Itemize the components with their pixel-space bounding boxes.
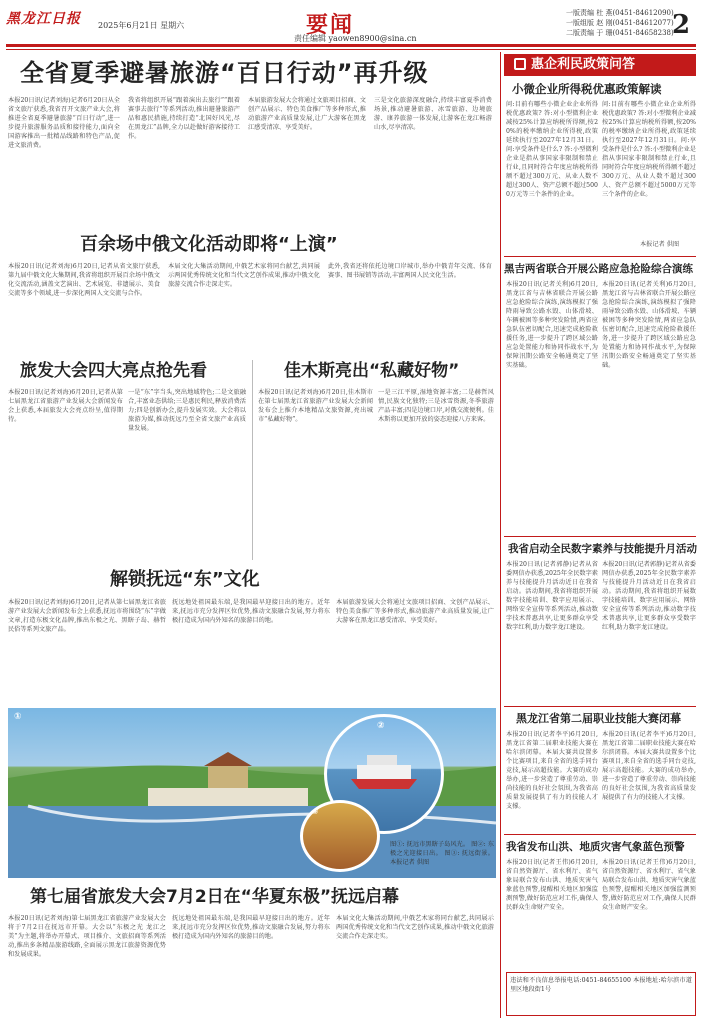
document-icon (514, 58, 526, 70)
editor-credits (566, 8, 686, 38)
sub-headline-3: 佳木斯亮出“私藏好物” (284, 361, 460, 381)
main-article-col4: 三是文化旅游深度融合,持续丰富夏季消费场景,推动避暑旅游、冰雪旅游、边境旅游、康养旅游一体发展,让游客在龙江畅游山水,尽享清凉。 (374, 97, 492, 131)
section-title: 要闻 (306, 12, 355, 38)
editor-credit-line: 一版组版 赵 刚(0451-84612077) (566, 19, 674, 27)
footer-notice: 违法和不良信息举报电话:0451-84655100 本报地址:哈尔滨市道里区地段街1号 (506, 972, 696, 1016)
sub2-col1: 本报20日讯(记者刘海)6月20日,记者从第七届黑龙江省旅游产业发展大会新闻发布会上获悉,本届旅发大会亮点纷呈,值得期待。 (8, 389, 123, 423)
photo-caption: 图①: 抚远市黑瞎子岛风光。 图②: 东极之光迎接日出。 图③: 抚远街景。本报记者 供图 (390, 841, 494, 866)
sub4-col1: 本报20日讯(记者刘海)6月20日,记者从第七届黑龙江省旅游产业发展大会新闻发布会上获悉,抚远市将围绕“东”字做文章,打造东极文化品牌,推出东极之光、黑瞎子岛、赫哲民俗等系列文旅产品。 (8, 599, 166, 633)
right-article-2-col1: 本报20日讯(记者关利)6月20日,黑龙江省与吉林省联合开展公路应急抢险综合演练,演练模拟了强降雨导致公路水毁、山体滑坡、车辆被困等多种突发险情,两省应急队伍密切配合,迅速完成抢险救援任务,进一步提升了跨区域公路应急处置能力和协同作战水平,为保障汛期公路安全畅通奠定了坚实基础。 (506, 281, 598, 369)
right-article-1-col2: 问:目前有哪些小微企业企业所得税优惠政策? 答:对小型微利企业减按25%计算应纳税所得额,按20%的税率缴纳企业所得税,政策延续执行至2027年12月31日。问:享受条件是什么? 答:小型微利企业是指从事国家非限制和禁止行业,且同时符合年度应纳税所得额不超过300万元、从业人数不超过300人、资产总额不超过5000万元等三个条件的企业。 (602, 101, 696, 198)
right-headline-3: 我省启动全民数字素养与技能提升月活动 (508, 543, 697, 555)
right-article-4-col2: 本报20日讯(记者李平)6月20日,黑龙江省第二届职业技能大赛在哈尔滨闭幕。本届大赛共设置多个比赛项目,来自全省的选手同台竞技,展示高超技能。大赛的成功举办,进一步营造了尊重劳动、崇尚技能的良好社会氛围,为我省高质量发展提供了有力的技能人才支撑。 (602, 731, 696, 801)
inset-photo-circle-small (300, 800, 380, 872)
section-rule (504, 834, 696, 835)
section-rule (504, 536, 696, 537)
sub-headline-4: 解锁抚远“东”文化 (110, 569, 260, 590)
section-rule (504, 706, 696, 707)
right-article-3-col2: 本报20日讯(记者郭静)记者从省委网信办获悉,2025年全民数字素养与技能提升月活动近日在我省启动。活动期间,我省将组织开展数字技能培训、数字应用展示、网络安全宣传等系列活动,推动数字技术普惠共享,让更多群众享受数字红利,助力数字龙江建设。 (602, 561, 696, 631)
sub2-col2: 一是“东”字当头,突出地域特色;二是文旅融合,丰富业态供给;三是惠民利民,释放消费活力;四是创新办会,提升发展实效。大会将以旅游为媒,推动抚远乃至全省文旅产业高质量发展。 (128, 389, 246, 432)
main-article-col3: 本届旅游发展大会将通过文旅项目招商、文创产品展示、特色美食推广等多种形式,推动旅游产业高质量发展,让广大游客在黑龙江感受清凉、享受美好。 (248, 97, 366, 131)
photo-label-1: ① (14, 712, 22, 722)
right-article-5-col2: 本报20日讯(记者王伟)6月20日,省自然资源厅、省水利厅、省气象局联合发布山洪、地质灾害气象蓝色预警,提醒相关地区加强监测预警,做好防范应对工作,确保人民群众生命财产安全。 (602, 859, 696, 911)
right-article-5-col1: 本报20日讯(记者王伟)6月20日,省自然资源厅、省水利厅、省气象局联合发布山洪、地质灾害气象蓝色预警,提醒相关地区加强监测预警,做好防范应对工作,确保人民群众生命财产安全。 (506, 859, 598, 911)
right-headline-4: 黑龙江省第二届职业技能大赛闭幕 (516, 712, 681, 725)
section-editor: 责任编辑 yaowen8900@sina.cn (294, 34, 417, 43)
right-article-3-col1: 本报20日讯(记者郭静)记者从省委网信办获悉,2025年全民数字素养与技能提升月活动近日在我省启动。活动期间,我省将组织开展数字技能培训、数字应用展示、网络安全宣传等系列活动,推动数字技术普惠共享,让更多群众享受数字红利,助力数字龙江建设。 (506, 561, 598, 631)
bottom-headline: 第七届省旅发大会7月2日在“华夏东极”抚远启幕 (30, 887, 400, 907)
main-article-col2: 我省将组织开展“跟着演出去旅行”“跟着赛事去旅行”等系列活动,推出避暑旅游产品和惠民措施,持续打造“北国好风光,尽在黑龙江”品牌,全力以赴做好游客接待工作。 (128, 97, 240, 140)
sub1-col2: 本届文化大集活动期间,中俄艺术家将同台献艺,共同展示两国优秀传统文化和当代文艺创作成果,推动中俄文化旅游交流合作走深走实。 (168, 263, 320, 288)
main-article-col1: 本报20日讯(记者刘海)记者6月20日从全省文旅厅获悉,我省召开文旅产业大会,将推进全省夏季避暑旅游“百日行动”,进一步提升旅游服务品质和接待能力,面向全国游客推出一批精品线路和特色产品,促进文旅消费。 (8, 97, 120, 149)
newspaper-title: 黑龙江日报 (6, 11, 81, 27)
photo-label-2: ② (377, 721, 385, 731)
issue-date: 2025年6月21日 星期六 (98, 21, 185, 30)
right-headline-2: 黑吉两省联合开展公路应急抢险综合演练 (504, 263, 693, 275)
banner-label: 惠企利民政策问答 (531, 57, 636, 72)
right-headline-5: 我省发布山洪、地质灾害气象蓝色预警 (506, 841, 685, 853)
policy-qa-banner (504, 54, 696, 76)
right-article-4-col1: 本报20日讯(记者李平)6月20日,黑龙江省第二届职业技能大赛在哈尔滨闭幕。本届大赛共设置多个比赛项目,来自全省的选手同台竞技,展示高超技能。大赛的成功举办,进一步营造了尊重劳动、崇尚技能的良好社会氛围,为我省高质量发展提供了有力的技能人才支撑。 (506, 731, 598, 810)
page-number: 2 (672, 10, 691, 40)
bottom-col3: 本届文化大集活动期间,中俄艺术家将同台献艺,共同展示两国优秀传统文化和当代文艺创作成果,推动中俄文化旅游交流合作走深走实。 (336, 915, 494, 940)
bottom-col2: 抚远地处祖国最东端,是我国最早迎接日出的地方。近年来,抚远市充分发挥区位优势,推动文旅融合发展,努力将东极打造成为国内外知名的旅游目的地。 (172, 915, 330, 940)
masthead-rule-thin (6, 49, 696, 50)
main-headline: 全省夏季避暑旅游“百日行动”再升级 (20, 59, 429, 87)
column-divider (252, 360, 253, 560)
masthead-rule (6, 44, 696, 47)
editor-credit-line: 一版责编 杜 燕(0451-84612090) (566, 9, 674, 17)
sub1-col3: 此外,我省还将依托边境口岸城市,举办中俄青年交流、体育赛事、图书展销等活动,丰富两国人民文化生活。 (328, 263, 492, 279)
right-headline-1: 小微企业所得税优惠政策解读 (512, 82, 662, 96)
right-column-divider (500, 52, 501, 1018)
right-article-1-col1: 问:目前有哪些小微企业企业所得税优惠政策? 答:对小型微利企业减按25%计算应纳税所得额,按20%的税率缴纳企业所得税,政策延续执行至2027年12月31日。问:享受条件是什么? 答:小型微利企业是指从事国家非限制和禁止行业,且同时符合年度应纳税所得额不超过300万元、从业人数不超过300人、资产总额不超过5000万元等三个条件的企业。 (506, 101, 598, 198)
bottom-col1: 本报20日讯(记者刘海)第七届黑龙江省旅游产业发展大会将于7月2日在抚远市开幕。大会以“东极之光 龙江之美”为主题,将举办开幕式、项目推介、文旅招商等系列活动,推出多条精品旅游线路,全面展示黑龙江旅游资源优势和发展成果。 (8, 915, 166, 958)
masthead (6, 6, 696, 43)
sub4-col2: 抚远地处祖国最东端,是我国最早迎接日出的地方。近年来,抚远市充分发挥区位优势,推动文旅融合发展,努力将东极打造成为国内外知名的旅游目的地。 (172, 599, 330, 624)
sub-headline-2: 旅发大会四大亮点抢先看 (20, 361, 207, 381)
photo-label-3: ③ (311, 807, 319, 817)
right-article-2-col2: 本报20日讯(记者关利)6月20日,黑龙江省与吉林省联合开展公路应急抢险综合演练,演练模拟了强降雨导致公路水毁、山体滑坡、车辆被困等多种突发险情,两省应急队伍密切配合,迅速完成抢险救援任务,进一步提升了跨区域公路应急处置能力和协同作战水平,为保障汛期公路安全畅通奠定了坚实基础。 (602, 281, 696, 369)
sub-headline-1: 百余场中俄文化活动即将“上演” (80, 234, 338, 255)
right-article-1-signature: 本报记者 供图 (640, 241, 680, 248)
sub4-col3: 本届旅游发展大会将通过文旅项目招商、文创产品展示、特色美食推广等多种形式,推动旅游产业高质量发展,让广大游客在黑龙江感受清凉、享受美好。 (336, 599, 494, 624)
section-rule (504, 256, 696, 257)
sub3-col1: 本报20日讯(记者刘海)6月20日,佳木斯市在第七届黑龙江省旅游产业发展大会新闻发布会上推介本地精品文旅资源,亮出城市“私藏好物”。 (258, 389, 373, 423)
sub1-col1: 本报20日讯(记者刘海)6月20日,记者从省文旅厅获悉,第九届中俄文化大集期间,我省将组织开展百余场中俄文化交流活动,涵盖文艺演出、艺术展览、非遗展示、美食交流等多个领域,进一步深化两国人文交流与合作。 (8, 263, 160, 297)
editor-credit-line: 二版责编 于 珊(0451-84658238) (566, 29, 674, 37)
sub3-col2: 一是三江平原,湿地资源丰富;二是赫哲风情,民族文化独特;三是冰雪资源,冬季旅游产品丰富;四是边境口岸,对俄交流便利。佳木斯将以更加开放的姿态迎接八方来客。 (378, 389, 494, 423)
